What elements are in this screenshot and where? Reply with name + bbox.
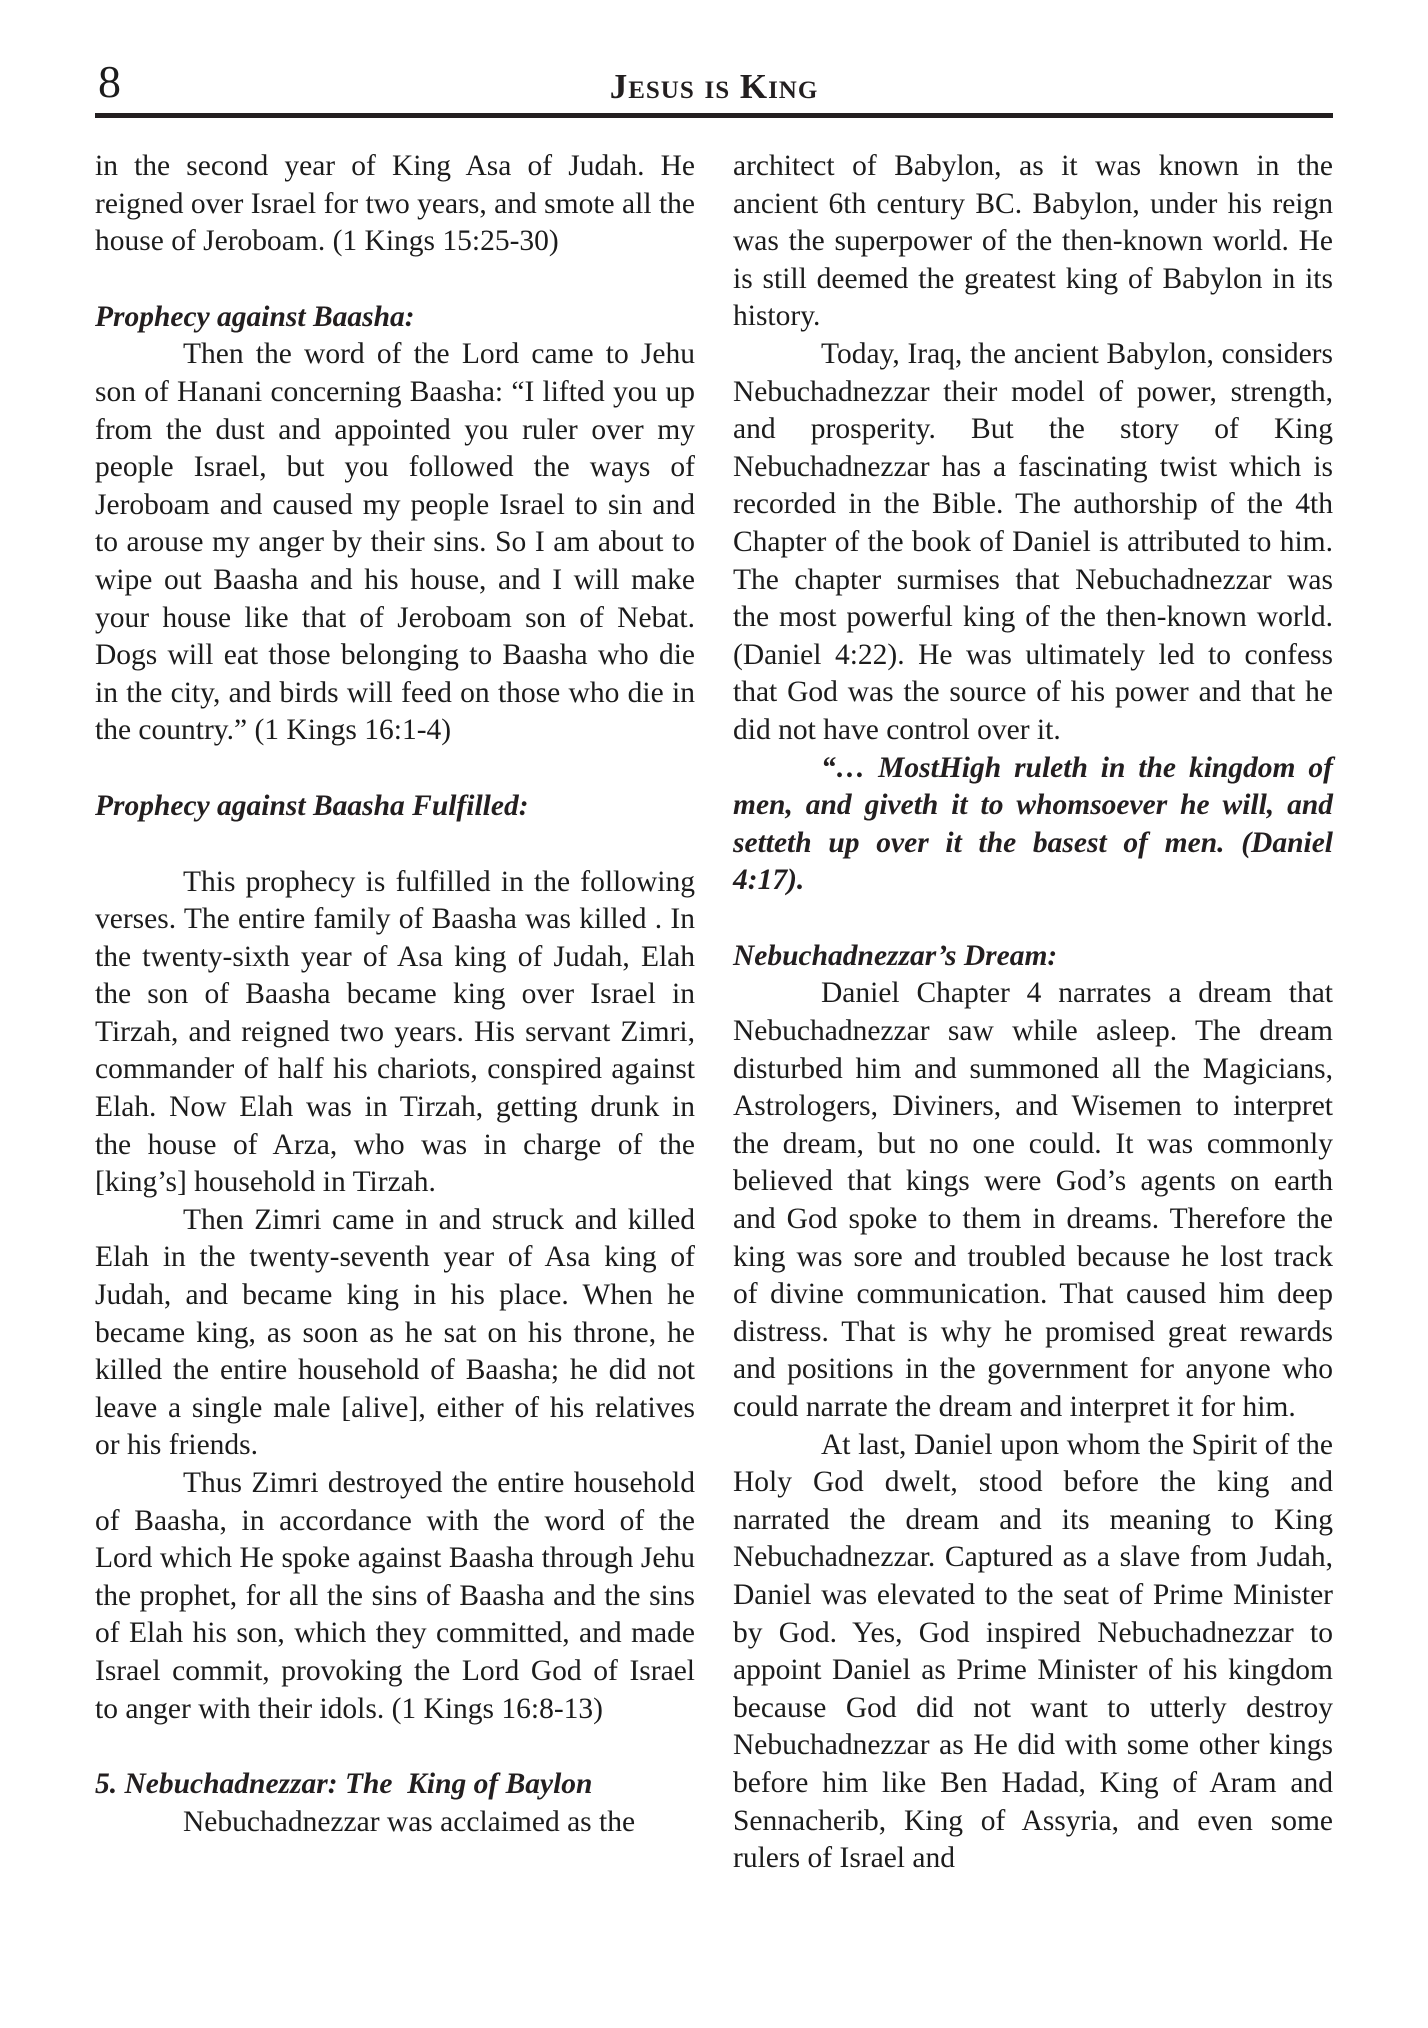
left-column: [95, 148, 695, 1878]
section-heading-nebuchadnezzar-dream: Nebuchadnezzar’s Dream:: [733, 939, 1058, 972]
scripture-quote: “… MostHigh ruleth in the kingdom of men, and giveth it to whomsoever he will, and setteth up over it the basest of men. (Daniel 4:17).: [733, 751, 1333, 897]
two-column-text: [0, 148, 1428, 1878]
paragraph: Then the word of the Lord came to Jehu son of Hanani concerning Baasha: “I lifted you up from the dust and appointed you ruler over my people Israel, but you followed the ways of Jeroboam and caused my people Israel to sin and to arouse my anger by their sins. So I am about to wipe out Baasha and his house, and I will make your house like that of Jeroboam son of Nebat. Dogs will eat those belonging to Baasha who die in the city, and birds will feed on those who die in the country.” (1 Kings 16:1-4): [95, 338, 695, 747]
section-heading-nebuchadnezzar-king: 5. Nebuchadnezzar: The King of Baylon: [95, 1768, 593, 1801]
running-title: Jesus is King: [609, 67, 819, 106]
right-column: [733, 148, 1333, 1878]
paragraph: Nebuchadnezzar was acclaimed as the: [183, 1805, 636, 1838]
paragraph: architect of Babylon, as it was known in the ancient 6th century BC. Babylon, under his reign was the superpower of the then-known world. He is still deemed the greatest king of Babylon in its history.: [733, 150, 1333, 333]
paragraph: Thus Zimri destroyed the entire household of Baasha, in accordance with the word of the Lord which He spoke against Baasha through Jehu the prophet, for all the sins of Baasha and the sins of Elah his son, which they committed, and made Israel commit, provoking the Lord God of Israel to anger with their idols. (1 Kings 16:8-13): [95, 1467, 695, 1725]
section-heading-prophecy-fulfilled: Prophecy against Baasha Fulfilled:: [95, 789, 529, 822]
paragraph: This prophecy is fulfilled in the following verses. The entire family of Baasha was killed . In the twenty-sixth year of Asa king of Judah, Elah the son of Baasha became king over Israel in Tirzah, and reigned two years. His servant Zimri, commander of half his chariots, conspired against Elah. Now Elah was in Tirzah, getting drunk in the house of Arza, who was in charge of the [king’s] household in Tirzah.: [95, 865, 695, 1199]
paragraph: Then Zimri came in and struck and killed Elah in the twenty-seventh year of Asa king of Judah, and became king in his place. When he became king, as soon as he sat on his throne, he killed the entire household of Baasha; he did not leave a single male [alive], either of his relatives or his friends.: [95, 1203, 695, 1462]
page-header: [95, 0, 1333, 118]
paragraph: Today, Iraq, the ancient Babylon, considers Nebuchadnezzar their model of power, strength, and prosperity. But the story of King Nebuchadnezzar has a fascinating twist which is recorded in the Bible. The authorship of the 4th Chapter of the book of Daniel is attributed to him. The chapter surmises that Nebuchadnezzar was the most powerful king of the then-known world. (Daniel 4:22). He was ultimately led to confess that God was the source of his power and that he did not have control over it.: [733, 337, 1333, 746]
paragraph: in the second year of King Asa of Judah. He reigned over Israel for two years, and smote all the house of Jeroboam. (1 Kings 15:25-30): [95, 150, 695, 258]
paragraph: Daniel Chapter 4 narrates a dream that Nebuchadnezzar saw while asleep. The dream disturbed him and summoned all the Magicians, Astrologers, Diviners, and Wisemen to interpret the dream, but no one could. It was commonly believed that kings were God’s agents on earth and God spoke to them in dreams. Therefore the king was sore and troubled because he lost track of divine communication. That caused him deep distress. That is why he promised great rewards and positions in the government for anyone who could narrate the dream and interpret it for him.: [733, 977, 1333, 1423]
page-number: 8: [98, 56, 121, 107]
paragraph: At last, Daniel upon whom the Spirit of the Holy God dwelt, stood before the king and narrated the dream and its meaning to King Nebuchadnezzar. Captured as a slave from Judah, Daniel was elevated to the seat of Prime Minister by God. Yes, God inspired Nebuchadnezzar to appoint Daniel as Prime Minister of his kingdom because God did not want to utterly destroy Nebuchadnezzar as He did with some other kings before him like Ben Hadad, King of Aram and Sennacherib, King of Assyria, and even some rulers of Israel and: [733, 1428, 1333, 1875]
section-heading-prophecy-against-baasha: Prophecy against Baasha:: [95, 300, 415, 333]
